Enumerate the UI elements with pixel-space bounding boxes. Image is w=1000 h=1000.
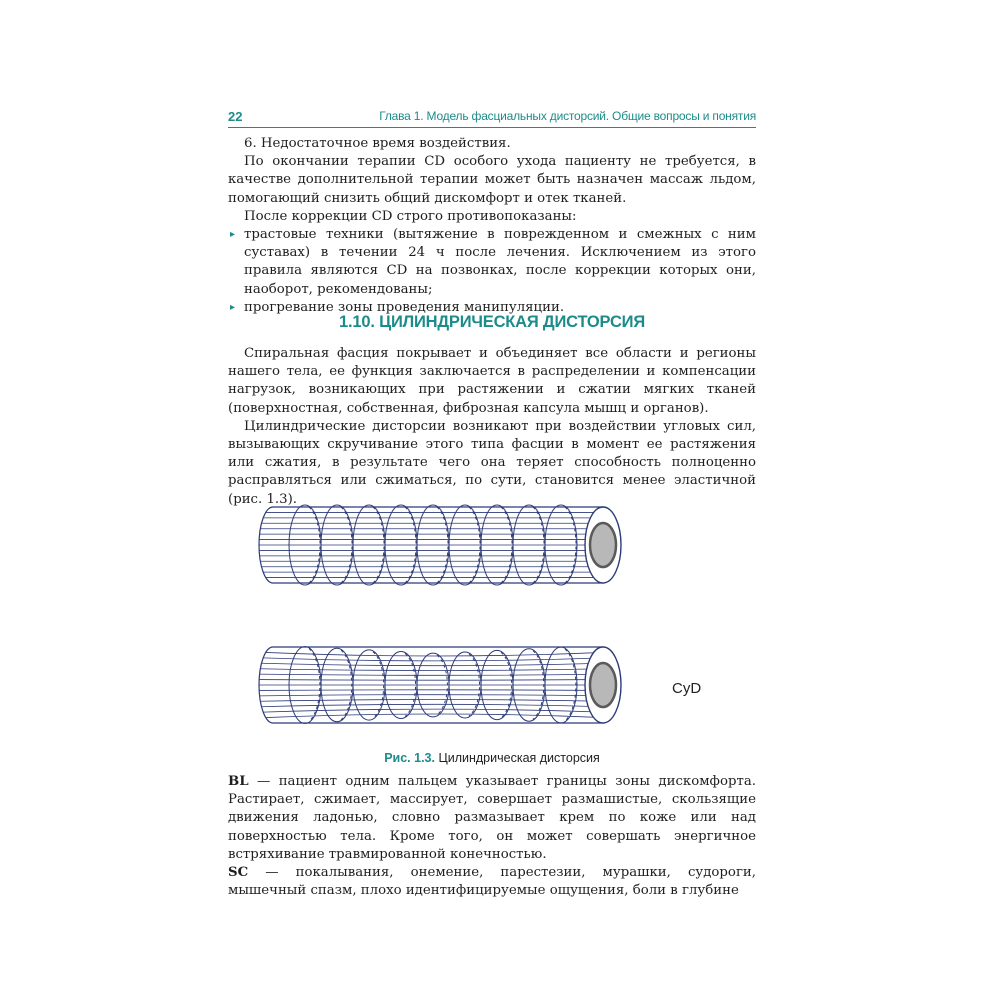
bullet-text: прогревание зоны проведения манипуляции. <box>244 299 565 315</box>
terms-block <box>228 773 756 900</box>
bullet-arrow-icon: ▸ <box>230 229 236 241</box>
caption-text: Цилиндрическая дисторсия <box>438 751 600 765</box>
twisted-cylinder-illustration <box>259 647 621 724</box>
caption-number: Рис. 1.3. <box>384 751 435 765</box>
cylinder-distortion-figure <box>255 495 725 740</box>
list-item-6: 6. Недостаточное время воздействия. <box>244 136 511 151</box>
intro-block <box>228 135 756 317</box>
cylinder-fiber-line <box>260 699 603 701</box>
cylinder-fiber-line <box>259 690 603 691</box>
normal-cylinder-illustration <box>259 505 621 585</box>
paragraph: После коррекции CD строго противопоказаны: <box>244 208 577 224</box>
term-bl: BL <box>228 774 249 789</box>
running-head <box>228 106 756 126</box>
cylinder-fiber-line <box>260 669 603 671</box>
term-bl-paragraph <box>228 773 756 864</box>
cylinder-fiber-line <box>262 663 603 665</box>
paragraph: Спиральная фасция покрывает и объединяет все области и регионы нашего тела, ее функция заключается в распределении и компенсации нагрузок, возникающих при растяжении и сжатии мягких тканей (поверхностная, собственная, фиброзная капсула мышц и органов). <box>228 346 756 416</box>
cylinder-end-inner <box>590 523 616 567</box>
cylinder-fiber-line <box>260 674 603 675</box>
term-sc-paragraph <box>228 864 756 900</box>
term-bl-text: — пациент одним пальцем указывает границы зоны дискомфорта. Растирает, сжимает, массирует, совершает размашистые, скользящие движения ладонью, словно размазывает крем по коже или над поверхностью тела. Кроме того, он может совершать энергичное встряхивание травмированной конечностью. <box>228 774 756 862</box>
cylinder-fiber-line <box>262 704 603 706</box>
figure-label: CyD <box>672 680 702 697</box>
figure-caption <box>228 751 756 765</box>
header-rule <box>228 127 756 128</box>
paragraph: По окончании терапии CD особого ухода пациенту не требуется, в качестве дополнительной терапии может быть назначен массаж льдом, помогающий снизить общий дискомфорт и отек тканей. <box>228 154 756 206</box>
page-number: 22 <box>228 108 243 124</box>
bullet-item <box>228 226 756 299</box>
section-heading: 1.10. ЦИЛИНДРИЧЕСКАЯ ДИСТОРСИЯ <box>339 313 645 331</box>
chapter-title: Глава 1. Модель фасциальных дисторсий. Общие вопросы и понятия <box>379 109 756 123</box>
cylinder-fiber-line <box>259 680 603 681</box>
cylinder-fiber-line <box>263 658 603 661</box>
bullet-text: трастовые техники (вытяжение в поврежденном и смежных с ним суставах) в течении 24 ч после лечения. Исключением из этого правила являются CD на позвонках, после коррекции которых они, наоборот, рекомендованы; <box>244 227 756 297</box>
term-sc: SC <box>228 865 249 881</box>
term-sc-text: — покалывания, онемение, парестезии, мурашки, судороги, мышечный спазм, плохо идентифицируемые ощущения, боли в глубине <box>228 865 756 899</box>
bullet-arrow-icon: ▸ <box>230 301 236 313</box>
cylinder-end-inner <box>590 663 616 707</box>
section-body <box>228 345 756 509</box>
paragraph: Цилиндрические дисторсии возникают при воздействии угловых сил, вызывающих скручивание этого типа фасции в момент ее растяжения или сжатия, в результате чего она теряет способность полноценно расправляться или сжиматься, по сути, становится менее эластичной (рис. 1.3). <box>228 418 756 507</box>
cylinder-fiber-line <box>260 695 603 696</box>
cylinder-fiber-line <box>263 709 603 712</box>
